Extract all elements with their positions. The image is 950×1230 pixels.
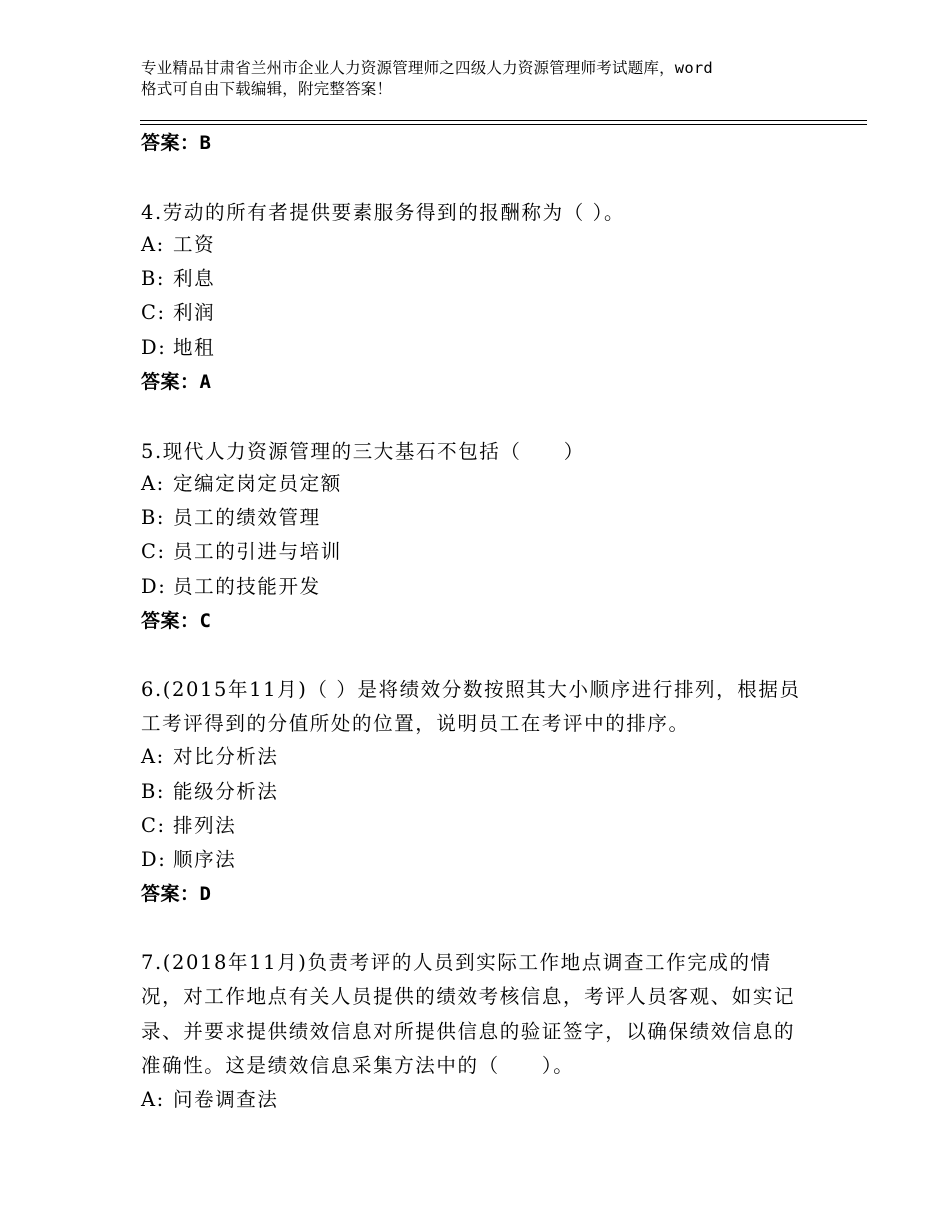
document-header — [141, 58, 831, 100]
question-7-stem: 7.(2018年11月)负责考评的人员到实际工作地点调查工作完成的情况，对工作地点有关人员提供的绩效考核信息，考评人员客观、如实记录、并要求提供绩效信息对所提供信息的验证签字，以确保绩效信息的准确性。这是绩效信息采集方法中的（ ）。 — [141, 951, 796, 1077]
question-7-option-a — [141, 1088, 279, 1112]
option-text: 员工的技能开发 — [173, 575, 321, 598]
option-letter: C: — [141, 301, 166, 324]
question-5-option-c — [141, 540, 342, 564]
question-4-stem: 4.劳动的所有者提供要素服务得到的报酬称为（ ）。 — [141, 201, 626, 224]
option-letter: A: — [141, 745, 165, 768]
option-text: 员工的引进与培训 — [173, 540, 342, 563]
question-6-option-c — [141, 814, 236, 838]
option-letter: A: — [141, 472, 165, 495]
option-letter: D: — [141, 848, 167, 871]
option-letter: C: — [141, 814, 166, 837]
question-4-option-c — [141, 301, 215, 325]
question-6-stem: 6.(2015年11月)（ ）是将绩效分数按照其大小顺序进行排列，根据员工考评得到的分值所处的位置，说明员工在考评中的排序。 — [141, 678, 801, 736]
option-letter: B: — [141, 780, 166, 803]
option-text: 问卷调查法 — [173, 1088, 279, 1111]
option-text: 对比分析法 — [173, 745, 279, 768]
option-text: 利息 — [173, 267, 216, 290]
option-text: 地租 — [173, 336, 216, 359]
question-5-option-d — [141, 575, 321, 599]
question-5-stem: 5.现代人力资源管理的三大基石不包括（ ） — [141, 440, 585, 463]
question-6-option-d — [141, 848, 236, 872]
option-letter: A: — [141, 233, 165, 256]
answer-q3: 答案：B — [141, 132, 212, 154]
option-text: 定编定岗定员定额 — [173, 472, 342, 495]
header-title-line-1: 专业精品甘肃省兰州市企业人力资源管理师之四级人力资源管理师考试题库，word — [141, 59, 713, 77]
option-text: 员工的绩效管理 — [173, 506, 321, 529]
question-6-option-a — [141, 745, 279, 769]
question-4-option-a — [141, 233, 215, 257]
option-text: 利润 — [173, 301, 216, 324]
question-5-option-b — [141, 506, 321, 530]
option-letter: B: — [141, 506, 166, 529]
question-5-option-a — [141, 472, 342, 496]
answer-q5: 答案：C — [141, 610, 212, 632]
option-text: 能级分析法 — [173, 780, 279, 803]
option-letter: D: — [141, 336, 167, 359]
option-letter: D: — [141, 575, 167, 598]
question-6-option-b — [141, 780, 279, 804]
header-divider — [140, 120, 867, 125]
question-4-option-b — [141, 267, 215, 291]
option-text: 工资 — [173, 233, 216, 256]
question-4-option-d — [141, 336, 215, 360]
option-text: 排列法 — [173, 814, 237, 837]
answer-q6: 答案：D — [141, 883, 212, 905]
option-letter: B: — [141, 267, 166, 290]
option-text: 顺序法 — [173, 848, 237, 871]
option-letter: C: — [141, 540, 166, 563]
option-letter: A: — [141, 1088, 165, 1111]
header-title-line-2: 格式可自由下载编辑，附完整答案！ — [141, 80, 393, 98]
answer-q4: 答案：A — [141, 371, 212, 393]
